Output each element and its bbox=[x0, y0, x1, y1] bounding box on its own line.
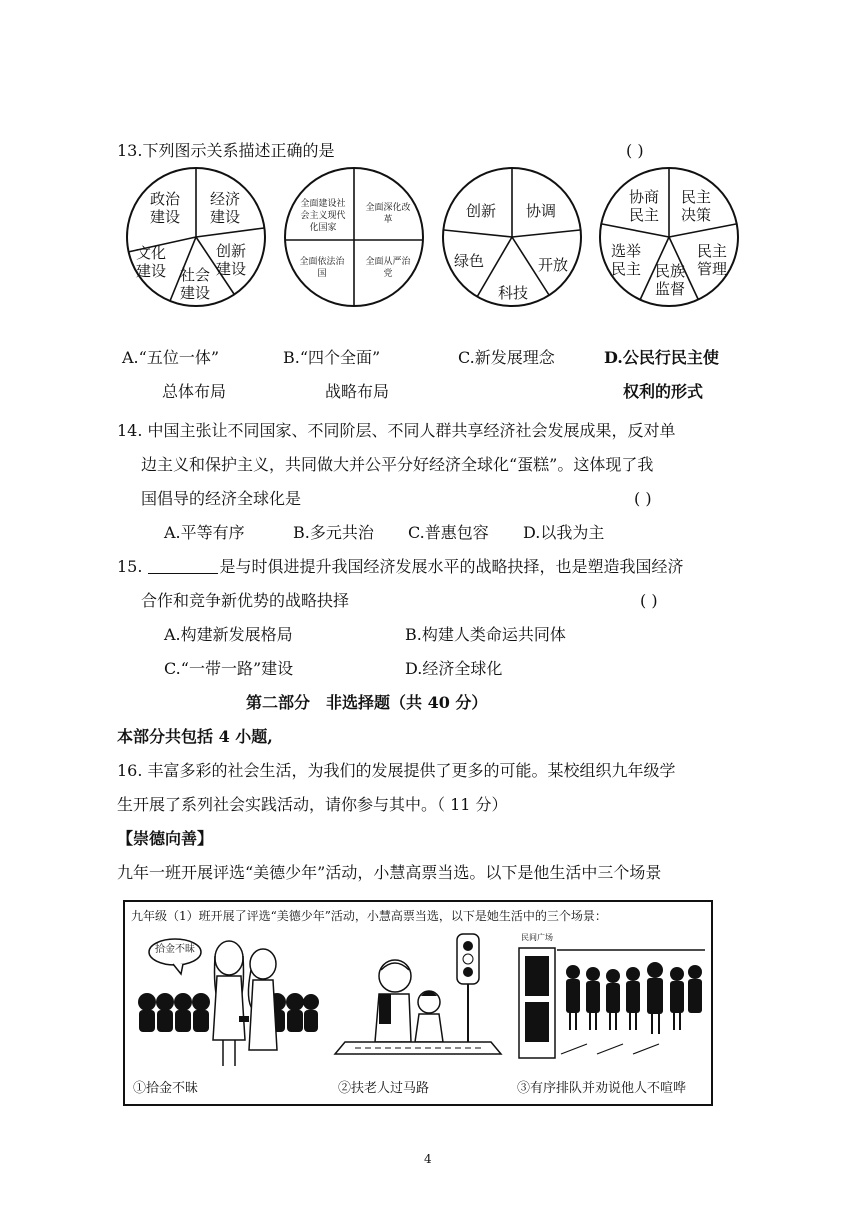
pie4-seg-election: 选举民主 bbox=[610, 242, 641, 278]
q13-option-b: B.“四个全面” bbox=[283, 348, 381, 367]
comic-panel-3 bbox=[517, 930, 707, 1070]
pie3-seg-openness: 开放 bbox=[537, 256, 568, 274]
q13-option-a-line2: 总体布局 bbox=[162, 382, 227, 401]
pie4-seg-consultative: 协商民主 bbox=[628, 188, 659, 224]
pie-four-comprehensives bbox=[283, 166, 425, 308]
part2-title: 第二部分 非选择题（共 40 分） bbox=[246, 693, 488, 712]
q15-option-c: C.“一带一路”建设 bbox=[164, 659, 294, 678]
comic-panel-2-drawing bbox=[325, 930, 511, 1070]
q14-line2: 边主义和保护主义，共同做大并公平分好经济全球化“蛋糕”。这体现了我 bbox=[141, 455, 654, 474]
q13-stem: 13.下列图示关系描述正确的是 bbox=[117, 141, 335, 160]
pie4-seg-decision: 民主决策 bbox=[680, 188, 711, 224]
q14-option-d: D.以我为主 bbox=[523, 523, 605, 542]
q14-option-c: C.普惠包容 bbox=[408, 523, 489, 542]
q16-line1: 16. 丰富多彩的社会生活，为我们的发展提供了更多的可能。某校组织九年级学 bbox=[117, 761, 676, 780]
pie1-seg-culture: 文化建设 bbox=[135, 244, 166, 280]
q13-answer-paren: ( ) bbox=[626, 141, 644, 160]
comic-label-1: ①拾金不昧 bbox=[133, 1081, 199, 1096]
pie4-seg-supervision: 民族监督 bbox=[654, 262, 685, 298]
q13-option-d-line2: 权利的形式 bbox=[623, 382, 704, 401]
q14-option-a: A.平等有序 bbox=[164, 523, 245, 542]
q13-option-d: D.公民行民主使 bbox=[604, 348, 719, 367]
pie1-seg-economy: 经济建设 bbox=[209, 190, 240, 226]
q15-blank bbox=[148, 573, 218, 574]
q15-option-d: D.经济全球化 bbox=[405, 659, 503, 678]
q15-line1 bbox=[117, 556, 684, 578]
q13-option-a: A.“五位一体” bbox=[122, 348, 220, 367]
q15-option-b: B.构建人类命运共同体 bbox=[405, 625, 566, 644]
page-number: 4 bbox=[424, 1152, 432, 1166]
pie2-seg-party: 全面从严治党 bbox=[365, 257, 411, 279]
comic-panel-2 bbox=[325, 930, 511, 1070]
pie3-seg-green: 绿色 bbox=[453, 252, 484, 270]
pie1-seg-politics: 政治建设 bbox=[149, 190, 180, 226]
pie-new-development bbox=[441, 166, 583, 308]
q15-number: 15. bbox=[117, 557, 143, 576]
q14-line3: 国倡导的经济全球化是 bbox=[141, 489, 302, 508]
pie1-seg-society: 社会建设 bbox=[179, 266, 210, 302]
comic-station-sign: 民间广场 bbox=[521, 933, 553, 942]
pie-five-in-one bbox=[125, 166, 267, 308]
pie3-seg-innovation: 创新 bbox=[465, 202, 496, 220]
q15-answer-paren: ( ) bbox=[640, 591, 658, 610]
q14-line1: 14. 中国主张让不同国家、不同阶层、不同人群共享经济社会发展成果，反对单 bbox=[117, 421, 676, 440]
pie3-seg-coordination: 协调 bbox=[525, 202, 556, 220]
q15-option-a: A.构建新发展格局 bbox=[164, 625, 293, 644]
pie2-seg-modernization: 全面建设社会主义现代化国家 bbox=[300, 199, 346, 233]
q15-line2: 合作和竞争新优势的战略抉择 bbox=[141, 591, 350, 610]
comic-speech-bubble-text: 拾金不昧 bbox=[155, 944, 195, 955]
q14-answer-paren: ( ) bbox=[634, 489, 652, 508]
pie2-seg-reform: 全面深化改革 bbox=[365, 203, 411, 225]
q14-option-b: B.多元共治 bbox=[293, 523, 374, 542]
q16-section-heading: 【崇德向善】 bbox=[117, 829, 214, 848]
comic-panel-3-drawing bbox=[517, 930, 707, 1070]
pie3-seg-tech: 科技 bbox=[497, 284, 528, 302]
q16-scenario: 九年一班开展评选“美德少年”活动，小慧高票当选。以下是他生活中三个场景 bbox=[117, 863, 662, 882]
q16-line2: 生开展了系列社会实践活动，请你参与其中。（ 11 分） bbox=[117, 795, 508, 814]
comic-label-3: ③有序排队并劝说他人不喧哗 bbox=[517, 1081, 687, 1096]
part2-intro: 本部分共包括 4 小题, bbox=[117, 727, 273, 746]
q13-option-c: C.新发展理念 bbox=[458, 348, 555, 367]
comic-label-2: ②扶老人过马路 bbox=[338, 1081, 430, 1096]
comic-strip bbox=[123, 900, 713, 1106]
pie4-seg-management: 民主管理 bbox=[696, 242, 727, 278]
pie-democracy bbox=[598, 166, 740, 308]
pie1-seg-innovation: 创新建设 bbox=[215, 242, 246, 278]
pie-four-comprehensives-shape bbox=[283, 166, 425, 308]
q15-line1-text: 是与时俱进提升我国经济发展水平的战略抉择，也是塑造我国经济 bbox=[219, 557, 684, 576]
q13-option-b-line2: 战略布局 bbox=[325, 382, 390, 401]
comic-panel-1 bbox=[133, 930, 319, 1070]
pie2-seg-law: 全面依法治国 bbox=[299, 257, 345, 279]
comic-caption: 九年级（1）班开展了评选“美德少年”活动，小慧高票当选，以下是她生活中的三个场景： bbox=[131, 909, 607, 923]
